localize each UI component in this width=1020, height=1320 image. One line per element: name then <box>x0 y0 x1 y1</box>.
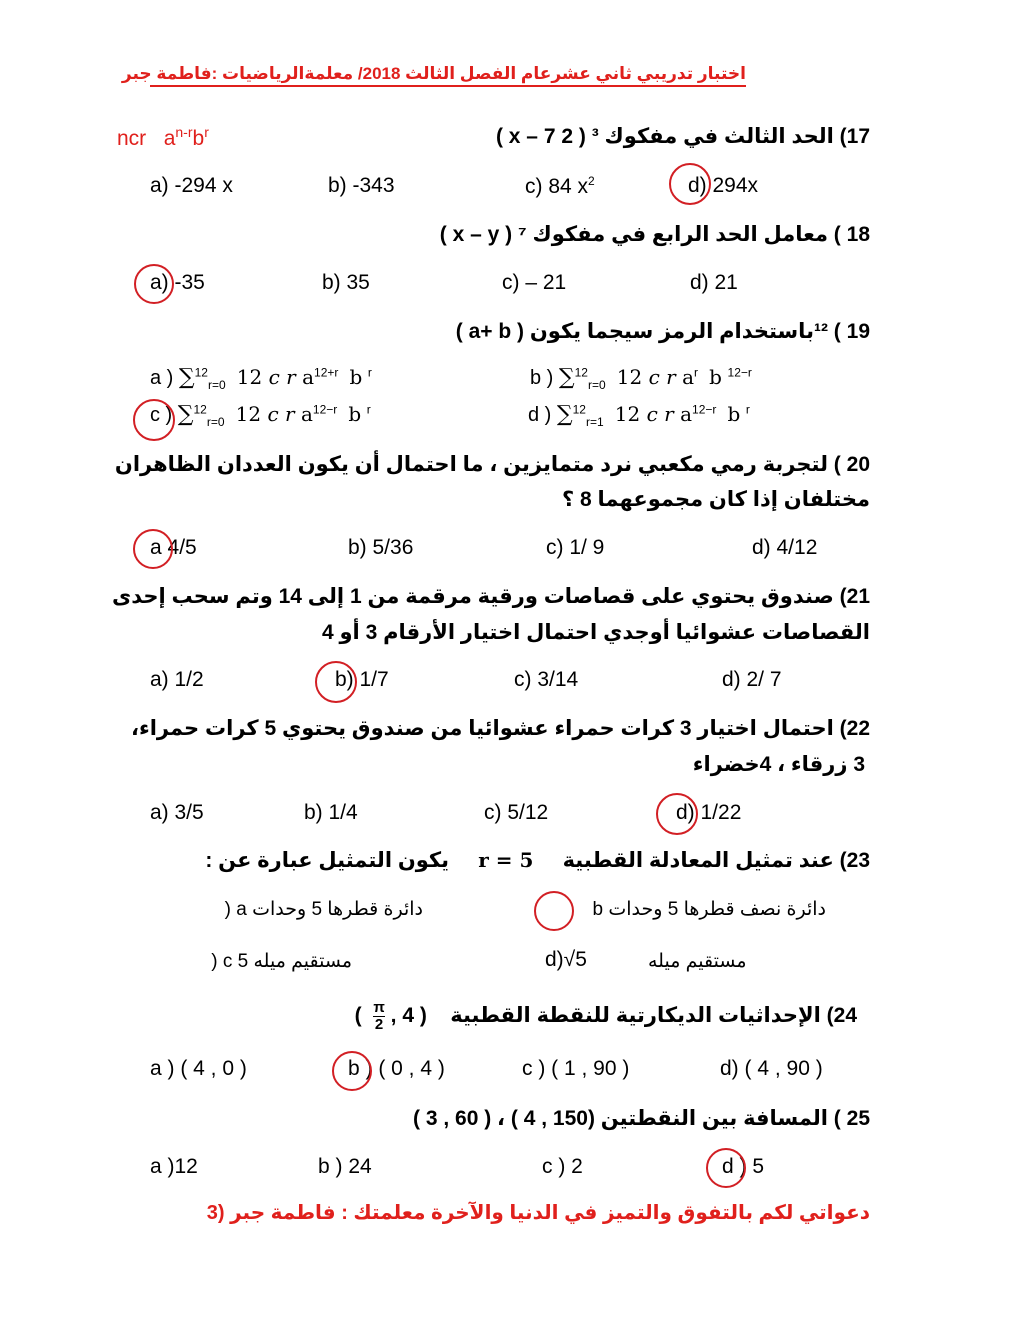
q19-c-b: b <box>348 402 362 426</box>
sum-bottom: r=0 <box>206 415 225 429</box>
q19-option-d <box>528 402 750 429</box>
note-a: a <box>163 127 176 150</box>
answer-circle <box>315 661 357 703</box>
q23-equation: r = 5 <box>478 848 534 872</box>
q23-option-d-text: مستقيم ميله <box>648 951 747 972</box>
q19-b-label: b ) <box>530 367 554 389</box>
answer-circle <box>332 1051 372 1091</box>
footer-note: دعواتي لكم بالتفوق والتميز في الدنيا والآخرة معلمتك : فاطمة جبر (3 <box>206 1202 870 1224</box>
q20-option-b: b) 5/36 <box>348 536 414 559</box>
q24-fraction-num: π <box>373 999 385 1016</box>
q19-c-exp: 12−r <box>312 402 338 417</box>
sum-bottom: r=0 <box>587 378 606 392</box>
q19-d-bexp: r <box>745 402 750 417</box>
q24-fraction <box>373 1000 384 1033</box>
q23-option-d-label: d)√5 <box>545 948 587 971</box>
q21-option-c: c) 3/14 <box>514 668 579 691</box>
answer-circle <box>656 793 698 835</box>
answer-circle <box>534 891 574 931</box>
q18-option-b: b) 35 <box>322 271 370 294</box>
sigma-symbol: ∑ <box>558 365 575 390</box>
q19-option-b <box>530 365 752 392</box>
sum-top: 12 <box>574 365 588 380</box>
q23-opt-c-text: مستقيم ميله 5 <box>237 951 352 972</box>
question-22-line-1: 22) احتمال اختيار 3 كرات حمراء عشوائيا من صندوق يحتوي 5 كرات حمراء، <box>131 717 870 740</box>
question-17: 17) الحد الثالث في مفكوك ³ ( 2 x – 7 ) <box>495 125 870 148</box>
q19-b-exp: r <box>694 365 699 380</box>
q17-option-c-text: c) 84 x <box>525 175 589 198</box>
question-18: 18 ) معامل الحد الرابع في مفكوك ⁷ ( x – y ) <box>439 223 870 246</box>
q24-option-c: c ) ( 1 , 90 ) <box>522 1057 630 1080</box>
sigma-symbol: ∑ <box>177 402 194 427</box>
page-header: اختبار تدريبي ثاني عشرعام الفصل الثالث 2018/ معلمةالرياضيات :فاطمة جبر <box>150 64 746 87</box>
q25-option-c: c ) 2 <box>542 1155 583 1178</box>
q19-a-bexp: r <box>367 365 372 380</box>
q19-d-b: b <box>727 402 741 426</box>
binomial-note <box>117 124 209 151</box>
q17-option-c <box>525 174 595 199</box>
q24-point <box>355 1000 427 1033</box>
note-r: r <box>204 124 209 140</box>
question-23 <box>205 848 870 873</box>
question-20-line-2: مختلفان إذا كان مجموعهما 8 ؟ <box>561 488 870 511</box>
q19-b-bexp: 12−r <box>727 365 752 380</box>
q23-opt-b-label: b <box>592 899 604 920</box>
q25-option-b: b ) 24 <box>318 1155 372 1178</box>
question-24 <box>355 1000 857 1033</box>
q22-option-b: b) 1/4 <box>304 801 358 824</box>
sum-bottom: r=0 <box>207 378 226 392</box>
q18-option-d: d) 21 <box>690 271 738 294</box>
q23-opt-a-label: a ( <box>224 899 247 920</box>
q19-b-term: 12 𝑐 𝑟 a <box>616 365 695 389</box>
q18-option-c: c) – 21 <box>502 271 567 294</box>
q17-option-d: d) 294x <box>688 174 759 197</box>
q20-option-a: a 4/5 <box>150 536 197 559</box>
q23-opt-b-text: دائرة نصف قطرها 5 وحدات <box>608 899 826 920</box>
q21-option-a: a) 1/2 <box>150 668 204 691</box>
q19-d-label: d ) <box>528 404 552 426</box>
q19-a-b: b <box>349 365 363 389</box>
q19-a-label: a ) <box>150 367 174 389</box>
q24-option-d: d) ( 4 , 90 ) <box>720 1057 823 1080</box>
sigma-symbol: ∑ <box>178 365 195 390</box>
q23-text-b: يكون التمثيل عبارة عن : <box>205 849 450 872</box>
q23-option-b <box>593 898 826 921</box>
q22-option-a: a) 3/5 <box>150 801 204 824</box>
q17-option-b: b) -343 <box>328 174 395 197</box>
q24-point-close: , 4 ) <box>390 1004 427 1028</box>
answer-circle <box>134 264 174 304</box>
q24-option-a: a ) ( 4 , 0 ) <box>150 1057 247 1080</box>
question-22-line-2: 3 زرقاء ، 4خضراء <box>692 753 865 776</box>
answer-circle <box>133 399 175 441</box>
answer-circle <box>133 529 173 569</box>
q20-option-d: d) 4/12 <box>752 536 818 559</box>
q24-option-b: b ) ( 0 , 4 ) <box>348 1057 445 1080</box>
q19-c-label: c ) <box>150 404 173 426</box>
q19-b-b: b <box>709 365 722 389</box>
q19-a-exp: 12+r <box>314 365 339 380</box>
question-21-line-1: 21) صندوق يحتوي على قصاصات ورقية مرقمة من 1 إلى 14 وتم سحب إحدى <box>111 585 870 608</box>
q23-option-c <box>211 950 352 973</box>
q19-c-bexp: r <box>366 402 371 417</box>
q19-a-term: 12 𝑐 𝑟 a <box>236 365 315 389</box>
answer-circle <box>669 163 711 205</box>
q24-point-open: ( <box>354 1004 362 1028</box>
question-19: 19 ) ¹²باستخدام الرمز سيجما يكون ( a+ b ) <box>455 320 870 343</box>
q19-c-term: 12 𝑐 𝑟 a <box>235 402 313 426</box>
q22-option-d: d) 1/22 <box>676 801 742 824</box>
q20-option-c: c) 1/ 9 <box>546 536 605 559</box>
question-21-line-2: القصاصات عشوائيا أوجدي احتمال اختيار الأرقام 3 أو 4 <box>321 621 870 644</box>
sum-top: 12 <box>194 365 208 380</box>
note-n-r: n-r <box>175 124 193 140</box>
sum-top: 12 <box>572 402 586 417</box>
q18-option-a: a) -35 <box>150 271 205 294</box>
note-b: b <box>192 127 205 150</box>
sum-bottom: r=1 <box>585 415 604 429</box>
q17-option-a: a) -294 x <box>150 174 233 197</box>
q21-option-b: b) 1/7 <box>335 668 389 691</box>
q21-option-d: d) 2/ 7 <box>722 668 782 691</box>
q25-option-d: d ) 5 <box>722 1155 765 1178</box>
q17-option-c-exp: 2 <box>588 174 595 188</box>
q19-d-term: 12 𝑐 𝑟 a <box>614 402 693 426</box>
q23-option-a <box>225 898 423 921</box>
question-20-line-1: 20 ) لتجربة رمي مكعبي نرد متمايزين ، ما احتمال أن يكون العددان الظاهران <box>114 453 870 476</box>
question-25: 25 ) المسافة بين النقطتين (150 , 4 ) ، ( 60 , 3 ) <box>413 1107 870 1130</box>
q25-option-a: a )12 <box>150 1155 198 1178</box>
q22-option-c: c) 5/12 <box>484 801 549 824</box>
q19-d-exp: 12−r <box>692 402 717 417</box>
sigma-symbol: ∑ <box>556 402 573 427</box>
note-ncr: ncr <box>117 127 147 150</box>
q24-fraction-den: 2 <box>374 1016 384 1033</box>
sum-top: 12 <box>193 402 207 417</box>
q19-option-a <box>150 365 372 392</box>
q19-option-c <box>150 402 371 429</box>
q23-text-a: 23) عند تمثيل المعادلة القطبية <box>562 849 870 872</box>
answer-circle <box>706 1148 746 1188</box>
q24-text: 24) الإحداثيات الديكارتية للنقطة القطبية <box>450 1004 857 1028</box>
q23-opt-a-text: دائرة قطرها 5 وحدات <box>252 899 423 920</box>
q23-opt-c-label: c ( <box>211 951 233 972</box>
